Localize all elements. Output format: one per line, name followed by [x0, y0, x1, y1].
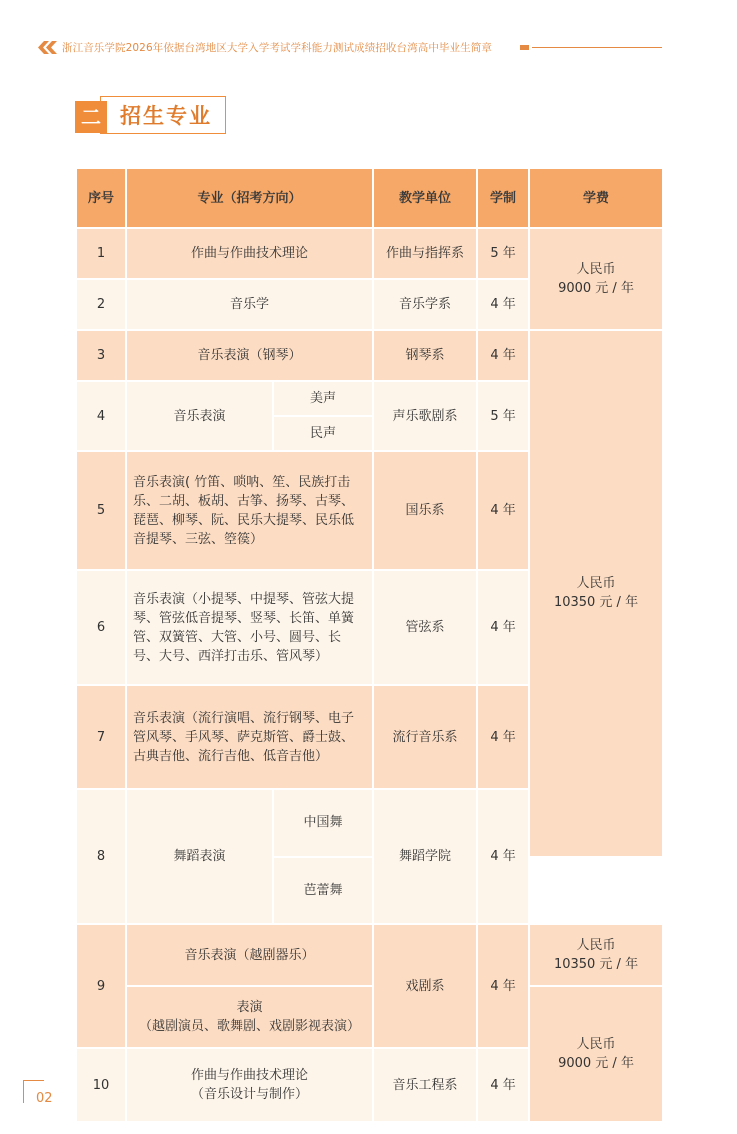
row-major: 作曲与作曲技术理论 [126, 228, 373, 279]
row-fee: 人民币 9000 元 / 年 [529, 986, 663, 1122]
table-row [76, 924, 663, 986]
row-number: 10 [76, 1048, 126, 1122]
row-major: 舞蹈表演 [126, 789, 273, 924]
header-fee: 学费 [529, 168, 663, 228]
row-years: 4 年 [477, 570, 529, 685]
document-title: 浙江音乐学院2026年依据台湾地区大学入学考试学科能力测试成绩招收台湾高中毕业生简章 [62, 42, 492, 54]
row-unit: 音乐学系 [373, 279, 477, 330]
row-sub-major: 美声 [273, 381, 373, 416]
row-major: 音乐表演（小提琴、中提琴、管弦大提琴、管弦低音提琴、竖琴、长笛、单簧管、双簧管、大管、小号、圆号、长号、大号、西洋打击乐、管风琴） [126, 570, 373, 685]
row-years: 5 年 [477, 381, 529, 451]
row-years: 5 年 [477, 228, 529, 279]
row-major: 音乐学 [126, 279, 373, 330]
table-row [76, 228, 663, 279]
row-number: 4 [76, 381, 126, 451]
row-unit: 国乐系 [373, 451, 477, 570]
row-number: 9 [76, 924, 126, 1048]
header-rule [532, 47, 662, 48]
row-major: 音乐表演（钢琴） [126, 330, 373, 381]
section-heading [75, 96, 227, 136]
row-years: 4 年 [477, 1048, 529, 1122]
row-years: 4 年 [477, 789, 529, 924]
document-header [38, 40, 663, 56]
row-number: 7 [76, 685, 126, 789]
row-number: 1 [76, 228, 126, 279]
row-major: 表演 （越剧演员、歌舞剧、戏剧影视表演） [126, 986, 373, 1048]
row-number: 8 [76, 789, 126, 924]
row-unit: 声乐歌剧系 [373, 381, 477, 451]
row-number: 6 [76, 570, 126, 685]
section-title: 招生专业 [120, 104, 212, 128]
header-no: 序号 [76, 168, 126, 228]
header-major: 专业（招考方向） [126, 168, 373, 228]
table-header-row [76, 168, 663, 228]
row-unit: 作曲与指挥系 [373, 228, 477, 279]
row-fee: 人民币 10350 元 / 年 [529, 330, 663, 857]
row-unit: 管弦系 [373, 570, 477, 685]
header-years: 学制 [477, 168, 529, 228]
header-unit: 教学单位 [373, 168, 477, 228]
row-years: 4 年 [477, 685, 529, 789]
row-unit: 音乐工程系 [373, 1048, 477, 1122]
row-major: 音乐表演( 竹笛、唢呐、笙、民族打击乐、二胡、板胡、古筝、扬琴、古琴、琵琶、柳琴、阮、民乐大提琴、民乐低音提琴、三弦、箜篌） [126, 451, 373, 570]
majors-table [75, 167, 664, 1123]
row-sub-major: 民声 [273, 416, 373, 451]
row-major: 作曲与作曲技术理论 （音乐设计与制作） [126, 1048, 373, 1122]
row-fee: 人民币 9000 元 / 年 [529, 228, 663, 330]
table-row [76, 986, 663, 1048]
section-number: 二 [75, 101, 107, 133]
row-unit: 戏剧系 [373, 924, 477, 1048]
table-row [76, 330, 663, 381]
row-years: 4 年 [477, 279, 529, 330]
row-number: 2 [76, 279, 126, 330]
row-years: 4 年 [477, 330, 529, 381]
header-marker [520, 45, 529, 50]
row-number: 3 [76, 330, 126, 381]
row-sub-major: 芭蕾舞 [273, 857, 373, 925]
row-major: 音乐表演（越剧器乐） [126, 924, 373, 986]
row-number: 5 [76, 451, 126, 570]
row-fee: 人民币 10350 元 / 年 [529, 924, 663, 986]
row-unit: 流行音乐系 [373, 685, 477, 789]
page-number: 02 [36, 1091, 53, 1106]
row-years: 4 年 [477, 451, 529, 570]
row-major: 音乐表演（流行演唱、流行钢琴、电子管风琴、手风琴、萨克斯管、爵士鼓、古典吉他、流行吉他、低音吉他） [126, 685, 373, 789]
row-years: 4 年 [477, 924, 529, 1048]
row-major: 音乐表演 [126, 381, 273, 451]
row-sub-major: 中国舞 [273, 789, 373, 857]
row-unit: 钢琴系 [373, 330, 477, 381]
double-chevron-left-icon [38, 41, 58, 54]
row-unit: 舞蹈学院 [373, 789, 477, 924]
